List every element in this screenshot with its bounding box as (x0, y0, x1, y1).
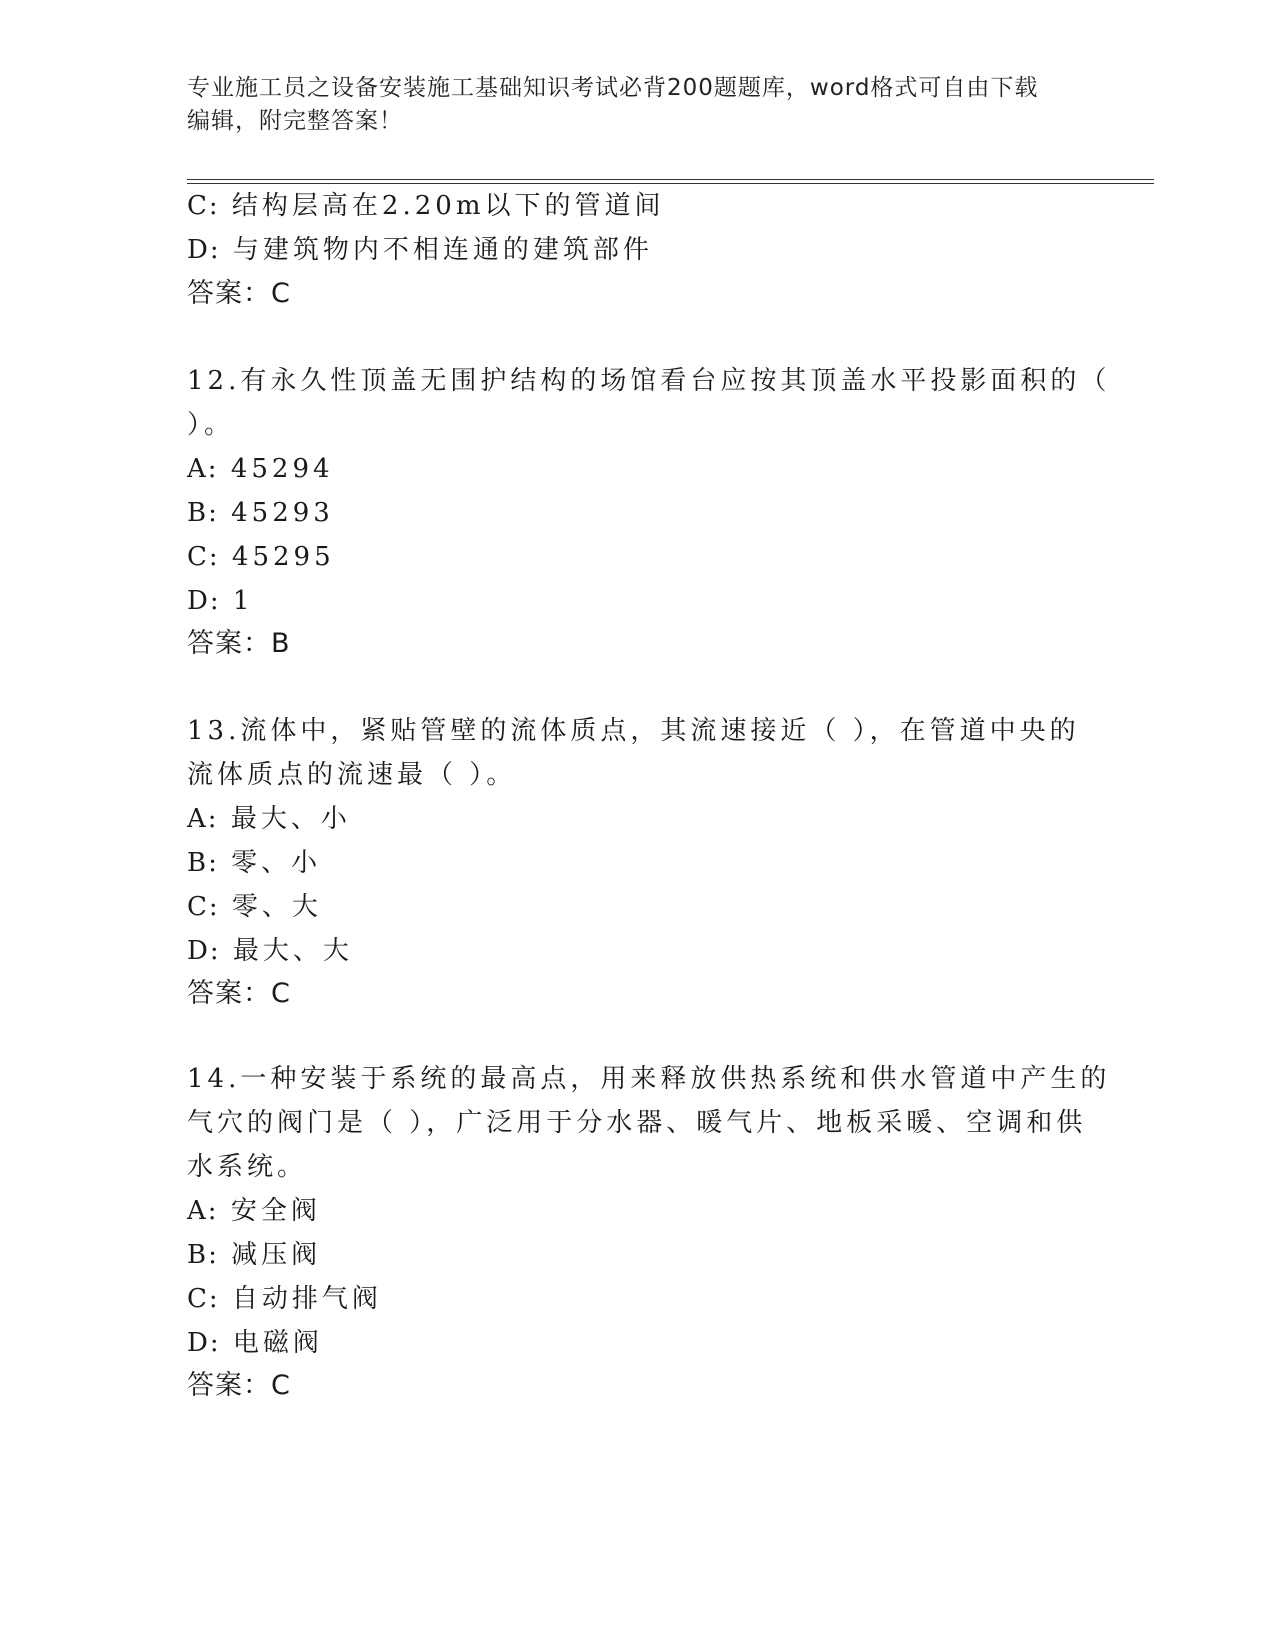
option-text: 零、小 (231, 848, 322, 878)
option-text: 45294 (230, 454, 334, 484)
header-line-2: 编辑，附完整答案！ (187, 108, 403, 134)
option-text: 最大、大 (232, 936, 353, 966)
option-text: 45293 (231, 498, 334, 528)
option-text: 与建筑物内不相连通的建筑部件 (232, 235, 653, 265)
q14-option-c (187, 1284, 382, 1314)
header-divider-bottom (187, 183, 1154, 184)
q12-stem-line-1: 12.有永久性顶盖无围护结构的场馆看台应按其顶盖水平投影面积的（ (187, 366, 1111, 396)
option-label: A: (187, 804, 219, 834)
q13-stem-line-2: 流体质点的流速最（ ）。 (187, 760, 517, 790)
q13-option-a (187, 804, 351, 834)
q12-option-c (187, 542, 335, 572)
q14-option-d (187, 1328, 323, 1358)
option-label: D: (187, 235, 221, 265)
option-label: D: (187, 586, 221, 616)
option-label: D: (187, 936, 221, 966)
option-text: 最大、小 (230, 804, 351, 834)
option-label: D: (187, 1328, 221, 1358)
header-divider-top (187, 179, 1154, 180)
option-label: C: (187, 892, 220, 922)
option-label: A: (187, 454, 219, 484)
q14-stem-line-2: 气穴的阀门是（ ），广泛用于分水器、暖气片、地板采暖、空调和供 (187, 1108, 1087, 1138)
option-label: B: (187, 848, 219, 878)
option-text: 45295 (231, 542, 335, 572)
option-label: A: (187, 1196, 219, 1226)
option-text: 结构层高在2.20m以下的管道间 (231, 191, 665, 221)
q12-option-d (187, 586, 253, 616)
option-text: 零、大 (231, 892, 322, 922)
q14-option-b (187, 1240, 321, 1270)
option-label: C: (187, 542, 220, 572)
prev-option-c (187, 191, 664, 221)
q13-option-d (187, 936, 353, 966)
option-text: 电磁阀 (232, 1328, 323, 1358)
q12-stem-line-2: ）。 (187, 410, 235, 440)
option-label: B: (187, 1240, 219, 1270)
option-label: B: (187, 498, 219, 528)
option-text: 安全阀 (230, 1196, 321, 1226)
prev-option-d (187, 235, 653, 265)
q12-option-b (187, 498, 334, 528)
q14-answer: 答案：C (187, 1370, 291, 1401)
header-line-1: 专业施工员之设备安装施工基础知识考试必背200题题库，word格式可自由下载 (187, 75, 1039, 101)
q14-stem-line-1: 14.一种安装于系统的最高点，用来释放供热系统和供水管道中产生的 (187, 1064, 1111, 1094)
q12-answer: 答案：B (187, 628, 291, 659)
document-header (187, 72, 1067, 138)
q14-stem-line-3: 水系统。 (187, 1152, 308, 1182)
q13-option-c (187, 892, 322, 922)
prev-answer: 答案：C (187, 278, 291, 309)
q13-answer: 答案：C (187, 978, 291, 1009)
q12-option-a (187, 454, 334, 484)
q13-stem-line-1: 13.流体中，紧贴管壁的流体质点，其流速接近（ ），在管道中央的 (187, 716, 1080, 746)
option-text: 自动排气阀 (231, 1284, 382, 1314)
option-label: C: (187, 191, 220, 221)
option-text: 1 (232, 586, 254, 616)
q14-option-a (187, 1196, 321, 1226)
option-label: C: (187, 1284, 220, 1314)
option-text: 减压阀 (231, 1240, 322, 1270)
q13-option-b (187, 848, 321, 878)
